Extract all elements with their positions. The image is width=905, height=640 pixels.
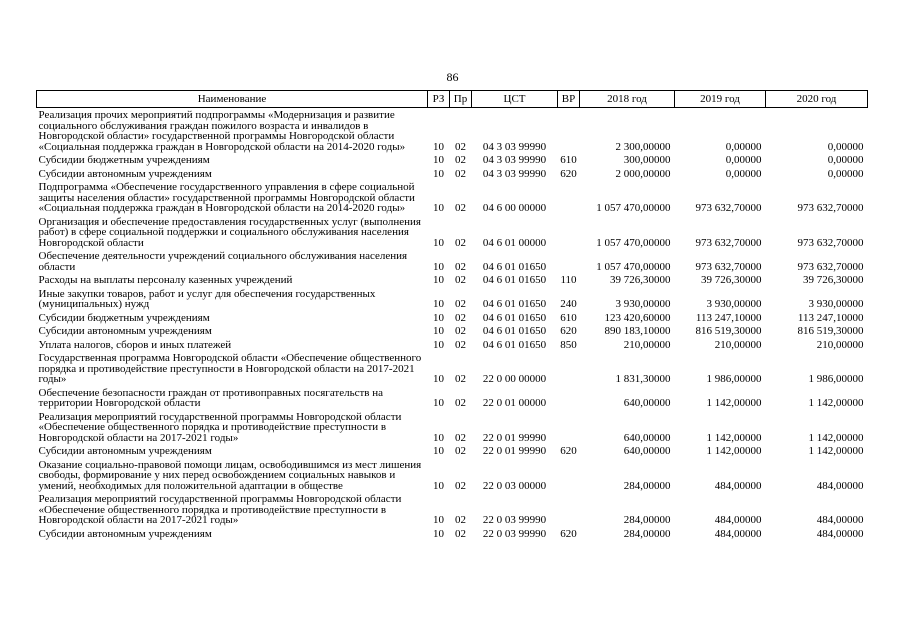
row-2019: 210,00000 (714, 338, 762, 351)
row-pr: 02 (455, 311, 466, 324)
table-row (37, 444, 868, 458)
row-vr: 240 (560, 298, 577, 310)
row-2018: 39 726,30000 (610, 274, 671, 286)
row-2019: 0,00000 (725, 167, 762, 180)
row-2019: 3 930,00000 (706, 298, 762, 310)
row-2019: 484,00000 (714, 527, 762, 540)
row-2019: 39 726,30000 (701, 274, 762, 286)
row-2018: 640,00000 (623, 397, 671, 409)
table-row (37, 458, 868, 493)
row-pr: 02 (455, 373, 466, 385)
row-rz: 10 (433, 260, 444, 273)
row-cst: 04 6 01 01650 (482, 311, 547, 324)
row-pr: 02 (455, 154, 466, 166)
row-vr (558, 351, 580, 386)
row-2020: 484,00000 (816, 527, 864, 540)
row-rz: 10 (433, 325, 444, 337)
table-row (37, 167, 868, 181)
row-vr: 610 (560, 311, 577, 324)
row-2018: 1 057 470,00000 (596, 236, 671, 249)
row-cst: 04 6 01 01650 (482, 298, 547, 310)
row-vr (558, 249, 580, 273)
row-2020: 3 930,00000 (808, 298, 864, 310)
row-pr: 02 (455, 479, 466, 492)
row-rz: 10 (433, 202, 444, 214)
row-cst: 04 6 01 01650 (482, 260, 547, 273)
row-pr: 02 (455, 202, 466, 214)
table-row (37, 324, 868, 338)
header-2019: 2019 год (675, 91, 766, 108)
row-2018: 300,00000 (623, 154, 671, 166)
row-2020: 1 142,00000 (808, 397, 864, 409)
row-vr: 110 (560, 274, 577, 286)
row-vr (558, 458, 580, 493)
row-2019: 973 632,70000 (695, 202, 762, 214)
row-rz: 10 (433, 373, 444, 385)
row-2020: 1 142,00000 (808, 431, 864, 444)
row-vr (558, 386, 580, 410)
page-number: 86 (446, 70, 459, 84)
row-name: Обеспечение деятельности учреждений социального обслуживания населения области (38, 250, 408, 273)
row-cst: 04 3 03 99990 (482, 140, 547, 153)
row-name: Субсидии бюджетным учреждениям (38, 311, 210, 324)
row-cst: 04 6 01 01650 (482, 325, 547, 337)
row-2018: 890 183,10000 (604, 325, 671, 337)
row-2020: 0,00000 (827, 154, 864, 166)
row-rz: 10 (433, 274, 444, 286)
header-name: Наименование (37, 91, 428, 108)
row-name: Субсидии автономным учреждениям (38, 445, 212, 457)
row-cst: 22 0 00 00000 (482, 373, 547, 385)
row-rz: 10 (433, 338, 444, 351)
row-pr: 02 (455, 431, 466, 444)
row-2019: 484,00000 (714, 514, 762, 526)
table-row (37, 215, 868, 250)
row-vr (558, 108, 580, 154)
row-cst: 04 6 01 01650 (482, 274, 547, 286)
header-2020: 2020 год (766, 91, 868, 108)
row-name: Субсидии автономным учреждениям (38, 167, 212, 180)
row-name: Уплата налогов, сборов и иных платежей (38, 338, 232, 351)
row-name: Обеспечение безопасности граждан от противоправных посягательств на территории Новгородской области (38, 386, 384, 409)
row-2020: 484,00000 (816, 514, 864, 526)
row-2020: 0,00000 (827, 140, 864, 153)
table-row (37, 410, 868, 445)
table-row (37, 287, 868, 311)
table-row (37, 527, 868, 541)
table-row (37, 108, 868, 154)
table-row (37, 386, 868, 410)
row-pr: 02 (455, 445, 466, 457)
row-2019: 0,00000 (725, 154, 762, 166)
row-rz: 10 (433, 431, 444, 444)
row-pr: 02 (455, 527, 466, 540)
row-2019: 113 247,10000 (695, 311, 762, 324)
table-body (37, 108, 868, 541)
row-vr: 620 (560, 445, 577, 457)
row-vr: 620 (560, 167, 577, 180)
row-pr: 02 (455, 236, 466, 249)
table-row (37, 249, 868, 273)
row-rz: 10 (433, 154, 444, 166)
row-cst: 22 0 01 00000 (482, 397, 547, 409)
table-header-row (37, 91, 868, 108)
row-cst: 22 0 01 99990 (482, 445, 547, 457)
row-2018: 640,00000 (623, 445, 671, 457)
row-pr: 02 (455, 274, 466, 286)
row-name: Иные закупки товаров, работ и услуг для обеспечения государственных (муниципальных) нужд (38, 287, 376, 310)
row-name: Реализация прочих мероприятий подпрограммы «Модернизация и развитие социального обслуживания граждан пожилого возраста и инвалидов в Новгородской области» государственной программы Новгородской области «Социальная поддержка граждан в Новгородской области на 2014-2020 годы» (38, 109, 406, 153)
row-pr: 02 (455, 260, 466, 273)
table-row (37, 273, 868, 287)
row-name: Организация и обеспечение предоставления государственных услуг (выполнения работ) в сфере социальной поддержки и социального обслуживания населения Новгородской области (38, 215, 421, 249)
row-2020: 816 519,30000 (797, 325, 864, 337)
row-cst: 04 6 01 01650 (482, 338, 547, 351)
row-vr: 850 (560, 338, 577, 351)
row-2020: 39 726,30000 (803, 274, 864, 286)
row-rz: 10 (433, 527, 444, 540)
row-name: Оказание социально-правовой помощи лицам, освободившимся из мест лишения свободы, формирование у них перед освобождением социальных навыков и умений, необходимых для положительной адаптации в обществе (38, 458, 422, 492)
row-2019: 1 986,00000 (706, 373, 762, 385)
row-2018: 1 057 470,00000 (596, 260, 671, 273)
row-rz: 10 (433, 479, 444, 492)
row-vr: 620 (560, 527, 577, 540)
row-2019: 973 632,70000 (695, 236, 762, 249)
row-2019: 816 519,30000 (695, 325, 762, 337)
row-cst: 04 6 00 00000 (482, 202, 547, 214)
row-pr: 02 (455, 167, 466, 180)
row-cst: 22 0 01 99990 (482, 431, 547, 444)
row-2018: 284,00000 (623, 479, 671, 492)
row-rz: 10 (433, 140, 444, 153)
row-2019: 484,00000 (714, 479, 762, 492)
row-cst: 04 3 03 99990 (482, 167, 547, 180)
row-2019: 1 142,00000 (706, 431, 762, 444)
table-row (37, 351, 868, 386)
row-cst: 22 0 03 00000 (482, 479, 547, 492)
table-row (37, 492, 868, 527)
row-name: Государственная программа Новгородской области «Обеспечение общественного порядка и противодействие преступности в Новгородской области на 2017-2021 годы» (38, 352, 422, 385)
row-2020: 1 986,00000 (808, 373, 864, 385)
row-2019: 1 142,00000 (706, 397, 762, 409)
row-name: Субсидии автономным учреждениям (38, 325, 212, 337)
row-cst: 22 0 03 99990 (482, 514, 547, 526)
row-2019: 0,00000 (725, 140, 762, 153)
row-vr (558, 180, 580, 215)
row-pr: 02 (455, 298, 466, 310)
table-row (37, 338, 868, 352)
row-2018: 1 057 470,00000 (596, 202, 671, 214)
row-name: Реализация мероприятий государственной программы Новгородской области «Обеспечение общественного порядка и противодействие преступности в Новгородской области на 2017-2021 годы» (38, 410, 402, 444)
row-2018: 210,00000 (623, 338, 671, 351)
row-2018: 2 300,00000 (615, 140, 671, 153)
row-cst: 04 6 01 00000 (482, 236, 547, 249)
row-2018: 123 420,60000 (604, 311, 671, 324)
table-row (37, 153, 868, 167)
row-cst: 04 3 03 99990 (482, 154, 547, 166)
row-2019: 1 142,00000 (706, 445, 762, 457)
row-2020: 210,00000 (816, 338, 864, 351)
row-name: Расходы на выплаты персоналу казенных учреждений (38, 274, 293, 286)
row-rz: 10 (433, 445, 444, 457)
row-pr: 02 (455, 338, 466, 351)
row-2019: 973 632,70000 (695, 260, 762, 273)
row-2020: 973 632,70000 (797, 236, 864, 249)
header-pr: Пр (450, 91, 472, 108)
row-2018: 284,00000 (623, 527, 671, 540)
row-2020: 0,00000 (827, 167, 864, 180)
row-vr (558, 215, 580, 250)
row-name: Реализация мероприятий государственной программы Новгородской области «Обеспечение общественного порядка и противодействие преступности в Новгородской области на 2017-2021 годы» (38, 493, 402, 526)
row-rz: 10 (433, 514, 444, 526)
row-rz: 10 (433, 311, 444, 324)
row-vr: 620 (560, 325, 577, 337)
header-vr: ВР (558, 91, 580, 108)
row-2018: 1 831,30000 (615, 373, 671, 385)
row-2020: 1 142,00000 (808, 445, 864, 457)
row-pr: 02 (455, 397, 466, 409)
table-row (37, 311, 868, 325)
row-pr: 02 (455, 325, 466, 337)
row-2020: 973 632,70000 (797, 202, 864, 214)
row-vr: 610 (560, 154, 577, 166)
table-row (37, 180, 868, 215)
row-rz: 10 (433, 298, 444, 310)
row-vr (558, 410, 580, 445)
row-name: Субсидии бюджетным учреждениям (38, 154, 210, 166)
row-pr: 02 (455, 514, 466, 526)
row-rz: 10 (433, 167, 444, 180)
row-name: Подпрограмма «Обеспечение государственного управления в сфере социальной защиты населения области» государственной программы Новгородской области «Социальная поддержка граждан в Новгородской области на 2014-2020 годы» (38, 181, 415, 214)
row-name: Субсидии автономным учреждениям (38, 527, 212, 540)
header-rz: РЗ (428, 91, 450, 108)
header-cst: ЦСТ (472, 91, 558, 108)
budget-table (36, 90, 868, 540)
header-2018: 2018 год (580, 91, 675, 108)
row-2020: 973 632,70000 (797, 260, 864, 273)
row-2018: 640,00000 (623, 431, 671, 444)
row-pr: 02 (455, 140, 466, 153)
row-2020: 484,00000 (816, 479, 864, 492)
row-rz: 10 (433, 236, 444, 249)
row-cst: 22 0 03 99990 (482, 527, 547, 540)
row-vr (558, 492, 580, 527)
row-2018: 2 000,00000 (615, 167, 671, 180)
row-2018: 3 930,00000 (615, 298, 671, 310)
row-2020: 113 247,10000 (797, 311, 864, 324)
row-rz: 10 (433, 397, 444, 409)
row-2018: 284,00000 (623, 514, 671, 526)
